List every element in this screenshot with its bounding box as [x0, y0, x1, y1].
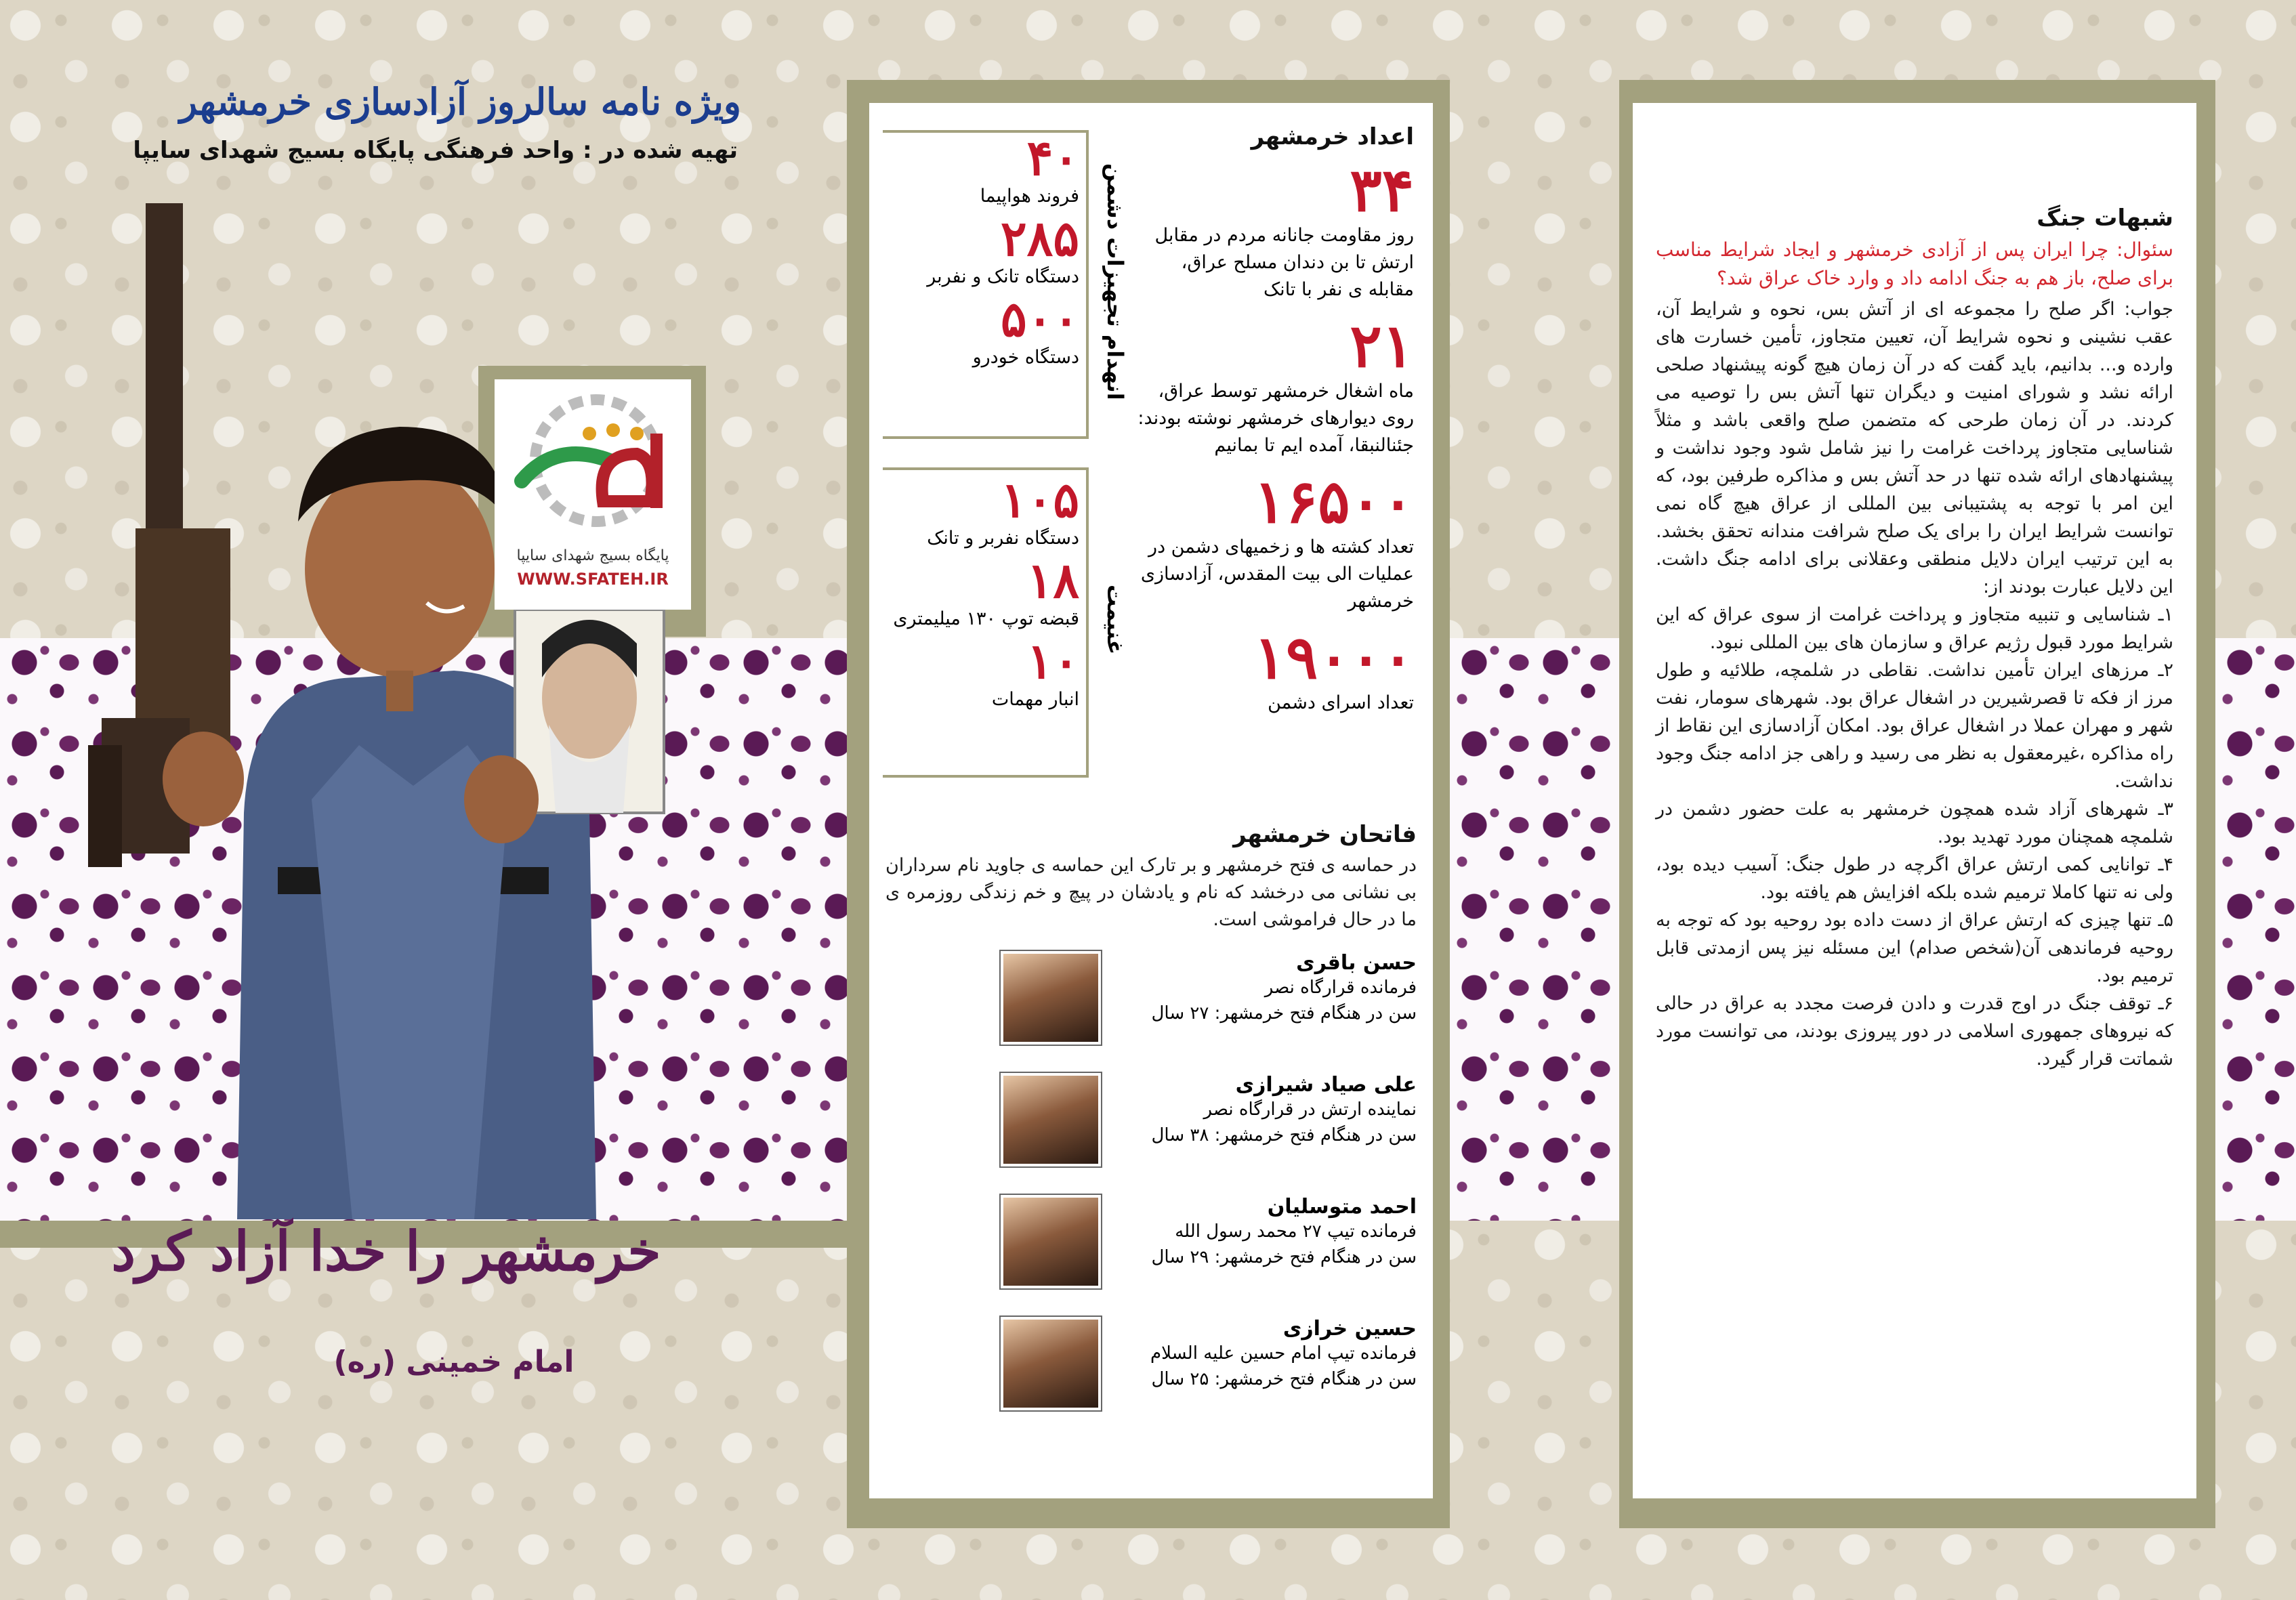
page-title: ویژه نامه سالروز آزادسازی خرمشهر	[180, 80, 741, 123]
booty-label: انبار مهمات	[991, 689, 1079, 710]
commander-photo	[1001, 1073, 1101, 1166]
logo-caption: پایگاه بسیج شهدای سایپا	[516, 547, 669, 564]
destroyed-section	[890, 130, 1079, 368]
commander-photo	[1001, 1195, 1101, 1288]
doubts-question: سئوال: چرا ایران پس از آزادی خرمشهر و ایجاد شرایط مناسب برای صلح، باز هم به جنگ ادامه داد و وارد خاک عراق شد؟	[1656, 238, 2173, 289]
doubts-point: ۲ـ مرزهای ایران تأمین نداشت. نقاطی در شلمچه، طلائیه و طول مرز از فکه تا قصرشیرین در اشغال عراق بود. شهرهای سومار، نفت شهر و مهران عملا در اشغال عراق بود. امکان آزادسازی این نقاط از راه مذاکره ،غیرمعقول به نظر می رسید و راهی جز ادامه جنگ وجود نداشت.	[1656, 660, 2173, 792]
commander-row	[885, 1073, 1417, 1175]
page-subtitle: تهیه شده در : واحد فرهنگی پایگاه بسیج شهدای سایپا	[133, 137, 738, 164]
doubts-point: ۶ـ توقف جنگ در اوج قدرت و دادن فرصت مجدد به عراق در حالی که نیروهای جمهوری اسلامی در دور پیروزی بودند، می توانست مورد شماتت قرار گیرد.	[1656, 993, 2173, 1070]
stat-label: تعداد اسرای دشمن	[1268, 692, 1414, 713]
booty-item	[890, 472, 1079, 549]
booty-section	[890, 472, 1079, 710]
commander-role: نماینده ارتش در قرارگاه نصر	[1203, 1099, 1417, 1120]
destroyed-label: فروند هواپیما	[980, 186, 1079, 207]
sfateh-logo-icon	[495, 379, 691, 542]
destroyed-label: دستگاه خودرو	[972, 347, 1079, 368]
commander-age: سن در هنگام فتح خرمشهر: ۲۵ سال	[1151, 1369, 1417, 1389]
commander-name: حسین خرازی	[1282, 1317, 1417, 1341]
stat-value: ۱۶۵۰۰	[1253, 466, 1414, 536]
stat-item	[1136, 310, 1414, 459]
booty-value: ۱۰۵	[1000, 471, 1079, 528]
doubts-point: ۵ـ تنها چیزی که ارتش عراق از دست داده بود روحیه بود که توجه به روحیه فرماندهی آن(شخص صدام) این مسئله نیز پس ازمدتی قابل ترمیم بود.	[1656, 910, 2173, 986]
middle-panel	[869, 103, 1433, 1498]
booty-label: قبضه توپ ۱۳۰ میلیمتری	[893, 608, 1079, 629]
logo-url: WWW.SFATEH.IR	[517, 570, 669, 589]
destroyed-item	[890, 130, 1079, 207]
stat-label: ماه اشغال خرمشهر توسط عراق، روی دیوارهای خرمشهر نوشته بودند: جئنالنبقا، آمده ایم تا بمانیم	[1137, 381, 1414, 456]
conquerors-section	[885, 821, 1417, 1418]
commander-age: سن در هنگام فتح خرمشهر: ۲۹ سال	[1151, 1247, 1417, 1267]
quote-author: امام خمینی (ره)	[333, 1345, 575, 1379]
booty-title: غنیمت	[1102, 585, 1128, 655]
commander-name: علی صیاد شیرازی	[1235, 1073, 1417, 1097]
destroyed-title: انهدام تجهیزات دشمن	[1102, 163, 1128, 400]
conquerors-title: فاتحان خرمشهر	[1233, 821, 1417, 848]
commander-row	[885, 951, 1417, 1053]
booty-label: دستگاه نفربر و تانک	[927, 528, 1079, 549]
stat-label: تعداد کشته ها و زخمیهای دشمن در عملیات الی بیت المقدس، آزادسازی خرمشهر	[1140, 536, 1414, 612]
commander-photo	[1001, 1317, 1101, 1410]
commander-age: سن در هنگام فتح خرمشهر: ۳۸ سال	[1151, 1125, 1417, 1145]
stat-item	[1136, 154, 1414, 303]
stat-value: ۱۹۰۰۰	[1253, 622, 1414, 692]
boy-with-rifle-illustration	[75, 203, 725, 1219]
commander-photo	[1001, 951, 1101, 1045]
destroyed-value: ۲۸۵	[1000, 209, 1079, 267]
destroyed-item	[890, 291, 1079, 368]
right-panel	[1633, 103, 2196, 1498]
booty-value: ۱۸	[1026, 551, 1079, 609]
booty-item	[890, 633, 1079, 710]
commander-role: فرمانده تیپ امام حسین علیه السلام	[1150, 1343, 1417, 1364]
stats-section	[1136, 123, 1414, 717]
commander-row	[885, 1317, 1417, 1418]
commander-age: سن در هنگام فتح خرمشهر: ۲۷ سال	[1151, 1003, 1417, 1024]
doubts-point: ۱ـ شناسایی و تنبیه متجاوز و پرداخت غرامت از سوی عراق که این شرایط مورد قبول رژیم عراق و سازمان های بین المللی نبود.	[1656, 604, 2173, 653]
logo-box	[495, 379, 691, 610]
booty-item	[890, 553, 1079, 629]
floral-band-right	[2215, 638, 2296, 1221]
stat-item	[1136, 466, 1414, 615]
stat-label: روز مقاومت جانانه مردم در مقابل ارتش تا بن دندان مسلح عراق، مقابله ی نفر با تانک	[1154, 225, 1414, 300]
commander-name: حسن باقری	[1296, 951, 1417, 975]
destroyed-label: دستگاه تانک و نفربر	[927, 266, 1079, 287]
doubts-point: ۳ـ شهرهای آزاد شده همچون خرمشهر به علت حضور دشمن در شلمچه همچنان مورد تهدید بود.	[1656, 799, 2173, 847]
commander-row	[885, 1195, 1417, 1297]
booty-value: ۱۰	[1026, 632, 1079, 690]
quote-text: خرمشهر را خدا آزاد کرد	[111, 1219, 661, 1283]
floral-band-middle	[1450, 638, 1619, 1221]
commander-role: فرمانده تیپ ۲۷ محمد رسول الله	[1175, 1221, 1417, 1242]
destroyed-item	[890, 211, 1079, 287]
boy-photo	[75, 203, 725, 1219]
stat-item	[1136, 622, 1414, 717]
commander-name: احمد متوسلیان	[1267, 1195, 1417, 1219]
conquerors-intro: در حماسه ی فتح خرمشهر و بر تارک این حماسه ی جاوید نام سرداران بی نشانی می درخشد که نام و یادشان در پیچ و خم زندگی روزمره ی ما در حال فراموشی است.	[885, 855, 1417, 930]
doubts-answer: جواب: اگر صلح را مجموعه ای از آتش بس، نحوه و شرایط آن، عقب نشینی و نحوه شرایط آن، تعیین متجاوز، تأمین خسارت های وارده و... بدانیم، باید گفت که در آن زمان هیچ گونه پیشنهاد صلحی ارائه نشد و شورای امنیت و دیگران تنها آتش بس را توصیه می کردند. در آن زمان طرحی که متضمن صلح واقعی باشد و مثلاً شناسایی متجاوز پرداخت غرامت را نیز شامل شود وجود نداشت و پیشنهادهای ارائه شده تنها در حد آتش بس و مذاکره طرفین بود، که این امر با توجه به پشتیبانی بین المللی از عراق هیچ گاه نمی توانست شرایط ایران را برای یک صلح شرافت مندانه تحقق بخشد. به این ترتیب ایران دلایل منطقی وعقلانی برای ادامه جنگ داشت. این دلایل عبارت بودند از:	[1656, 299, 2173, 597]
stats-title: اعداد خرمشهر	[1251, 123, 1414, 150]
commander-role: فرمانده قرارگاه نصر	[1264, 977, 1417, 998]
destroyed-value: ۵۰۰	[1000, 290, 1079, 348]
doubts-point: ۴ـ توانایی کمی ارتش عراق اگرچه در طول جنگ: آسیب دیده بود، ولی نه تنها کاملا ترمیم شده بلکه افزایش هم یافته بود.	[1656, 854, 2173, 903]
doubts-title: شبهات جنگ	[2037, 205, 2173, 232]
doubts-section	[1656, 205, 2173, 1073]
stat-value: ۲۱	[1350, 310, 1414, 381]
destroyed-value: ۴۰	[1026, 129, 1079, 186]
stat-value: ۳۴	[1350, 154, 1414, 225]
